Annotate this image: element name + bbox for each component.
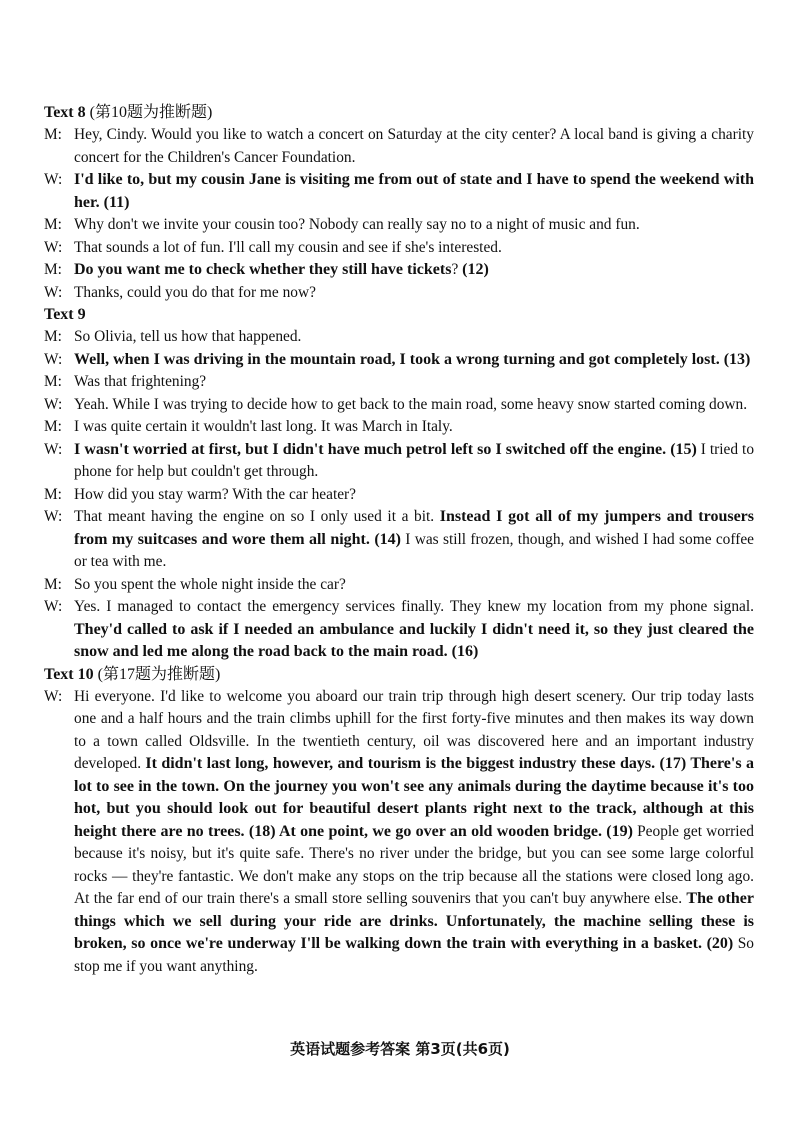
section-note: (第10题为推断题) — [89, 104, 213, 121]
section-title — [44, 664, 754, 686]
dialogue-text: I was still frozen, though, and wished I had some coffee or tea with me. — [74, 530, 754, 570]
dialogue-text: So you spent the whole night inside the car? — [74, 575, 346, 593]
speaker-label: M: — [44, 373, 62, 390]
dialogue-turn — [44, 349, 754, 372]
speaker-label: W: — [44, 395, 63, 413]
answer-key-text: They'd called to ask if I needed an ambulance and luckily I didn't need it, so they just cleared the snow and led me along the road back to the main road. (16) — [74, 620, 754, 660]
page-footer: 英语试题参考答案 第3页(共6页) — [290, 1040, 510, 1058]
dialogue-text: I tried to phone for help but couldn't get through. — [74, 440, 755, 480]
dialogue-turn — [44, 237, 754, 260]
dialogue-text: I was quite certain it wouldn't last long. It was March in Italy. — [74, 418, 453, 435]
speaker-label: W: — [44, 440, 63, 458]
answer-key-text: The other things which we sell during your ride are drinks. Unfortunately, the machine selling these is broken, so once we're underway I'll be walking down the train with everything in a basket. (20) — [74, 890, 754, 952]
answer-key-text: Do you want me to check whether they still have tickets — [74, 261, 452, 278]
answer-key-text: (12) — [462, 261, 489, 278]
answer-key-text: I'd like to, but my cousin Jane is visiting me from out of state and I have to spend the weekend with her. (11) — [74, 171, 754, 211]
dialogue-text: How did you stay warm? With the car heater? — [74, 485, 357, 503]
speaker-label: M: — [44, 418, 62, 435]
dialogue-text: That meant having the engine on so I only used it a bit. — [74, 508, 440, 525]
dialogue-turn — [44, 214, 754, 237]
speaker-label: W: — [44, 238, 63, 256]
dialogue-text: That sounds a lot of fun. I'll call my cousin and see if she's interested. — [74, 238, 502, 256]
section-title-text: Text 10 — [44, 665, 94, 683]
speaker-label: W: — [44, 283, 63, 301]
dialogue-text: Thanks, could you do that for me now? — [74, 283, 316, 301]
speaker-label: M: — [44, 126, 62, 143]
dialogue-turn — [44, 282, 754, 305]
dialogue-turn — [44, 124, 754, 169]
section-title-text: Text 9 — [44, 306, 86, 323]
speaker-label: W: — [44, 508, 63, 525]
speaker-label: W: — [44, 598, 63, 615]
dialogue-text: So stop me if you want anything. — [74, 935, 754, 975]
section-note: (第17题为推断题) — [97, 665, 221, 683]
dialogue-text: People get worried because it's noisy, but it's quite safe. There's no river under the bridge, but you can see some large colorful rocks — they're fantastic. We don't make any stops on the trip because all the stations were closed long ago. At the far end of our train there's a small store selling souvenirs that you can't buy anywhere else. — [74, 822, 754, 907]
transcript — [44, 102, 754, 978]
speaker-label: W: — [44, 350, 63, 368]
answer-key-text: I wasn't worried at first, but I didn't have much petrol left so I switched off the engine. (15) — [74, 440, 697, 458]
dialogue-text: Was that frightening? — [74, 373, 207, 390]
section-title — [44, 304, 754, 326]
speaker-label: W: — [44, 171, 63, 188]
dialogue-text: Hey, Cindy. Would you like to watch a concert on Saturday at the city center? A local band is giving a charity concert for the Children's Cancer Foundation. — [74, 126, 754, 166]
dialogue-turn — [44, 484, 754, 507]
section-title-text: Text 8 — [44, 104, 86, 121]
dialogue-turn — [44, 259, 754, 282]
answer-key-text: Instead I got all of my jumpers and trousers from my suitcases and wore them all night. (14) — [74, 508, 755, 548]
dialogue-text: Hi everyone. I'd like to welcome you aboard our train trip through high desert scenery. Our trip today lasts one and a half hours and the train climbs uphill for the first forty-five minutes and then makes its way down to a town called Oldsville. In the twentieth century, oil was discovered here and an important industry developed. — [74, 687, 754, 772]
answer-key-text: Well, when I was driving in the mountain road, I took a wrong turning and got completely lost. (13) — [74, 350, 751, 368]
dialogue-turn — [44, 169, 754, 214]
speaker-label: M: — [44, 261, 62, 278]
dialogue-turn — [44, 596, 754, 664]
dialogue-text: Yeah. While I was trying to decide how to get back to the main road, some heavy snow started coming down. — [74, 395, 748, 413]
dialogue-text: Yes. I managed to contact the emergency services finally. They knew my location from my phone signal. — [74, 598, 754, 615]
dialogue-text: Why don't we invite your cousin too? Nobody can really say no to a night of music and fun. — [74, 216, 640, 233]
dialogue-turn — [44, 686, 754, 979]
dialogue-text: ? — [451, 261, 463, 278]
speaker-label: M: — [44, 328, 62, 345]
speaker-label: W: — [44, 687, 63, 705]
speaker-label: M: — [44, 575, 62, 593]
dialogue-turn — [44, 439, 754, 484]
answer-key-text: It didn't last long, however, and tourism is the biggest industry these days. (17) There's a lot to see in the town. On the journey you won't see any animals during the daytime because it's too hot, but you should look out for beautiful desert plants right next to the track, although at this height there are no trees. (18) At one point, we go over an old wooden bridge. (19) — [74, 755, 754, 840]
dialogue-turn — [44, 506, 754, 574]
dialogue-turn — [44, 394, 754, 417]
dialogue-text: So Olivia, tell us how that happened. — [74, 328, 302, 345]
dialogue-turn — [44, 326, 754, 349]
dialogue-turn — [44, 416, 754, 439]
dialogue-turn — [44, 371, 754, 394]
section-title — [44, 102, 754, 124]
dialogue-turn — [44, 574, 754, 597]
speaker-label: M: — [44, 216, 62, 233]
speaker-label: M: — [44, 485, 62, 503]
